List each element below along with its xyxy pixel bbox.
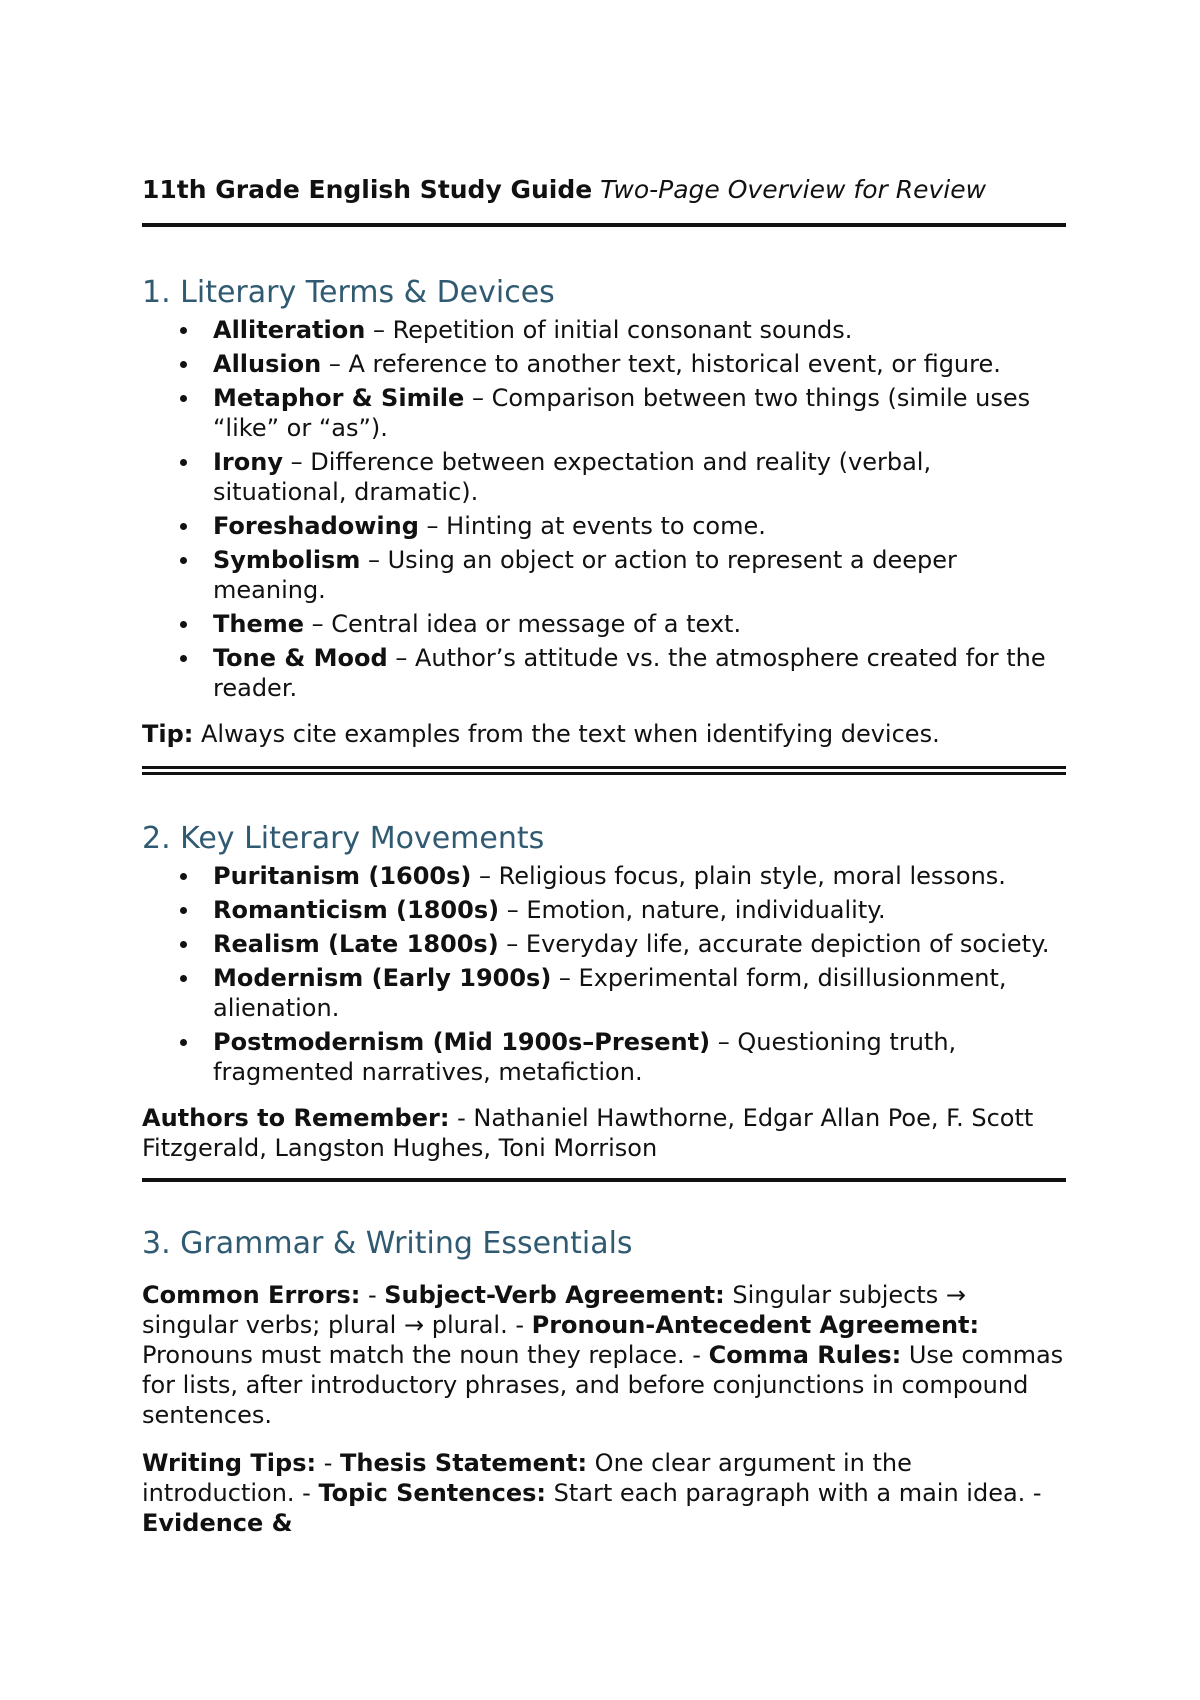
section-heading-grammar-writing: 3. Grammar & Writing Essentials: [142, 1226, 633, 1261]
list-item: [213, 447, 1066, 507]
list-item: [213, 315, 1066, 345]
paa-label: Pronoun-Antecedent Agreement:: [531, 1311, 980, 1339]
document-subtitle: Two-Page Overview for Review: [600, 175, 987, 204]
authors-text: - Nathaniel Hawthorne, Edgar Allan Poe, F. Scott Fitzgerald, Langston Hughes, Toni Morrison: [142, 1104, 1034, 1162]
list-item: [213, 383, 1066, 443]
movement-description: – Questioning truth, fragmented narratives, metafiction.: [213, 1028, 957, 1086]
tip-label: Tip:: [142, 720, 194, 748]
common-errors-paragraph: [142, 1280, 1066, 1430]
term-definition: – Repetition of initial consonant sounds.: [365, 316, 853, 344]
term-label: Tone & Mood: [213, 644, 388, 672]
header-divider: [142, 223, 1066, 227]
writing-tips-label: Writing Tips:: [142, 1449, 317, 1477]
evidence-label: Evidence &: [142, 1509, 293, 1537]
tip-paragraph: [142, 719, 1066, 749]
term-label: Allusion: [213, 350, 322, 378]
term-definition: – Central idea or message of a text.: [304, 610, 742, 638]
paa-text: Pronouns must match the noun they replace. -: [142, 1341, 709, 1369]
sva-text: Singular subjects → singular verbs; plural → plural. -: [142, 1281, 967, 1339]
term-definition: – Comparison between two things (simile uses “like” or “as”).: [213, 384, 1031, 442]
term-label: Alliteration: [213, 316, 366, 344]
authors-label: Authors to Remember:: [142, 1104, 450, 1132]
document-title: 11th Grade English Study Guide: [142, 175, 593, 204]
comma-rules-label: Comma Rules:: [708, 1341, 902, 1369]
term-label: Metaphor & Simile: [213, 384, 465, 412]
list-item: [213, 545, 1066, 605]
term-definition: – Hinting at events to come.: [418, 512, 766, 540]
term-label: Irony: [213, 448, 283, 476]
list-item: [213, 609, 1066, 639]
list-item: [213, 861, 1066, 891]
list-item: [213, 1027, 1066, 1087]
movement-description: – Everyday life, accurate depiction of society.: [498, 930, 1050, 958]
list-item: [213, 643, 1066, 703]
section-divider: [142, 1178, 1066, 1182]
writing-tips-paragraph: [142, 1448, 1066, 1538]
sva-label: Subject-Verb Agreement:: [384, 1281, 725, 1309]
term-label: Theme: [213, 610, 305, 638]
movement-description: – Religious focus, plain style, moral lessons.: [471, 862, 1006, 890]
separator: -: [316, 1449, 341, 1477]
thesis-text: One clear argument in the introduction. -: [142, 1449, 912, 1507]
topic-sentences-label: Topic Sentences:: [318, 1479, 547, 1507]
literary-movements-list: [142, 861, 1066, 1087]
section-heading-literary-movements: 2. Key Literary Movements: [142, 821, 545, 856]
section-divider: [142, 766, 1066, 775]
tip-text: Always cite examples from the text when identifying devices.: [193, 720, 940, 748]
movement-label: Romanticism (1800s): [213, 896, 500, 924]
movement-label: Puritanism (1600s): [213, 862, 472, 890]
list-item: [213, 511, 1066, 541]
term-label: Foreshadowing: [213, 512, 419, 540]
movement-label: Realism (Late 1800s): [213, 930, 499, 958]
list-item: [213, 963, 1066, 1023]
term-definition: – Author’s attitude vs. the atmosphere created for the reader.: [213, 644, 1046, 702]
term-label: Symbolism: [213, 546, 361, 574]
document-header: [142, 172, 1066, 208]
movement-description: – Experimental form, disillusionment, alienation.: [213, 964, 1007, 1022]
thesis-label: Thesis Statement:: [340, 1449, 588, 1477]
list-item: [213, 895, 1066, 925]
term-definition: – A reference to another text, historical event, or figure.: [321, 350, 1001, 378]
term-definition: – Difference between expectation and reality (verbal, situational, dramatic).: [213, 448, 932, 506]
section-heading-literary-terms: 1. Literary Terms & Devices: [142, 275, 555, 310]
movement-label: Postmodernism (Mid 1900s–Present): [213, 1028, 711, 1056]
movement-description: – Emotion, nature, individuality.: [499, 896, 886, 924]
authors-paragraph: [142, 1103, 1066, 1163]
study-guide-page: [142, 172, 1066, 1538]
comma-rules-text: Use commas for lists, after introductory phrases, and before conjunctions in compound sentences.: [142, 1341, 1064, 1429]
term-definition: – Using an object or action to represent a deeper meaning.: [213, 546, 957, 604]
literary-terms-list: [142, 315, 1066, 703]
separator: -: [360, 1281, 385, 1309]
movement-label: Modernism (Early 1900s): [213, 964, 552, 992]
list-item: [213, 929, 1066, 959]
common-errors-label: Common Errors:: [142, 1281, 361, 1309]
list-item: [213, 349, 1066, 379]
topic-sentences-text: Start each paragraph with a main idea. -: [546, 1479, 1042, 1507]
